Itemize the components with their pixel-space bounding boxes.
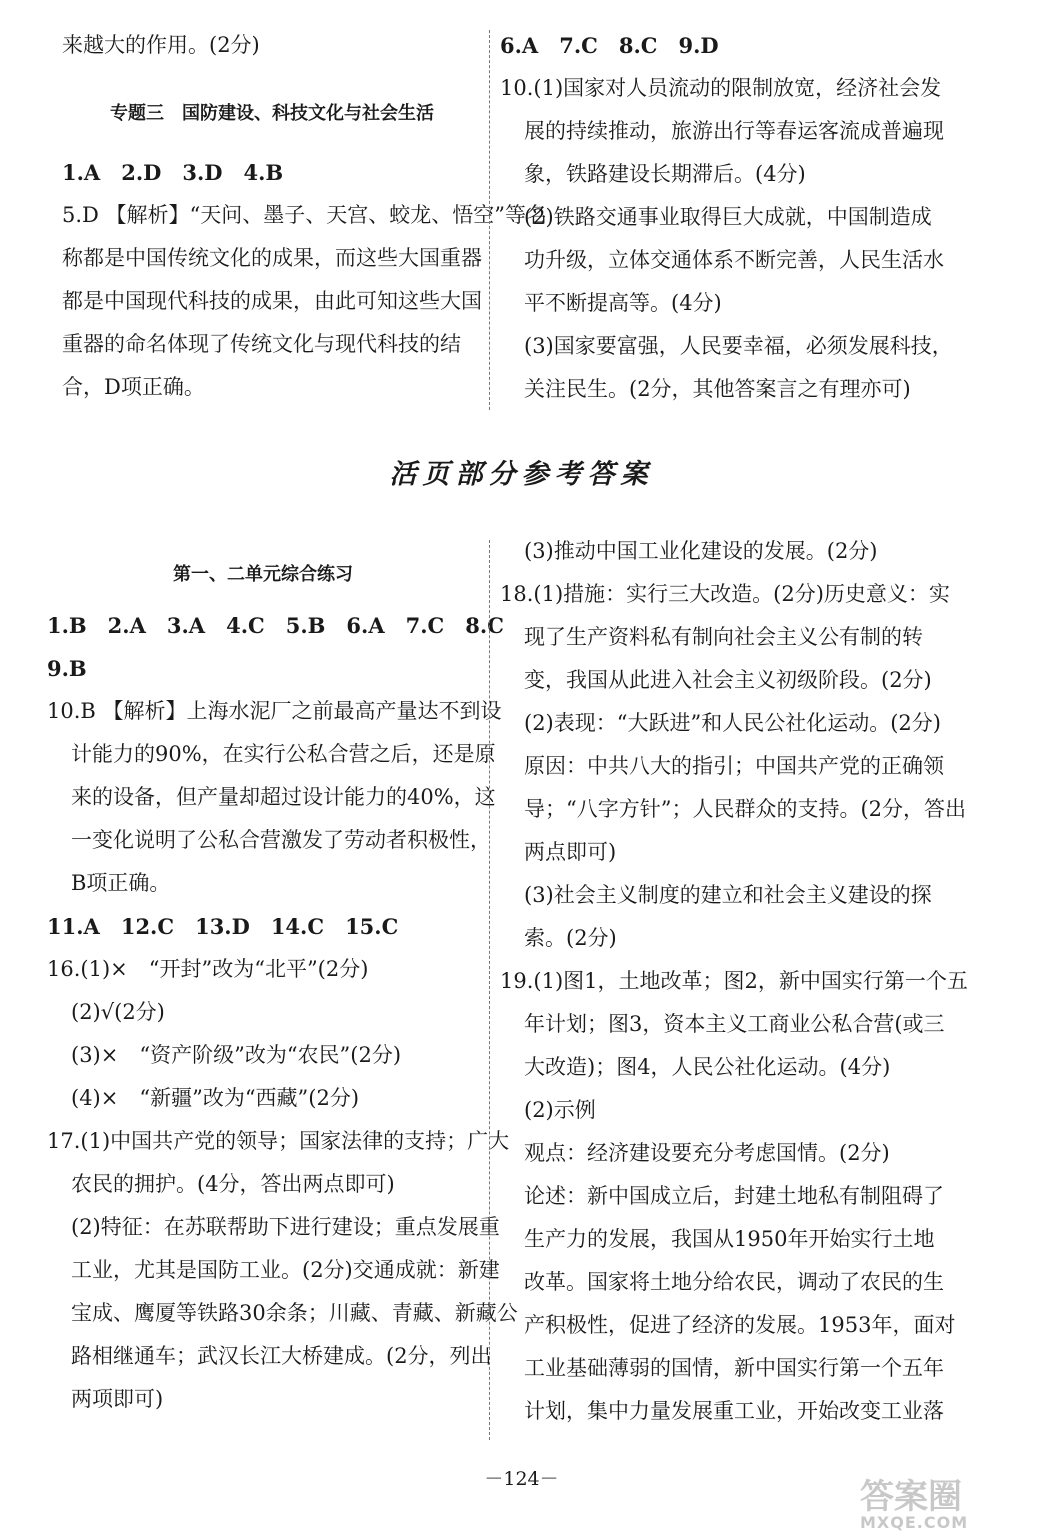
text-line: 5.D 【解析】“天问、墨子、天宫、蛟龙、悟空”等名 <box>62 203 548 227</box>
section-heading: 第一、二单元综合练习 <box>173 564 353 585</box>
text-line: 关注民生。(2分，其他答案言之有理亦可) <box>524 377 911 401</box>
watermark-logo <box>860 1477 1040 1532</box>
text-line: 10.B 【解析】上海水泥厂之前最高产量达不到设 <box>47 699 502 723</box>
text-line: (2)铁路交通事业取得巨大成就，中国制造成 <box>524 205 932 229</box>
text-line: (3)国家要富强，人民要幸福，必须发展科技， <box>524 334 953 358</box>
text-line: 称都是中国传统文化的成果，而这些大国重器 <box>62 246 482 270</box>
text-line: 工业，尤其是国防工业。(2分)交通成就：新建 <box>71 1258 500 1282</box>
watermark-sub: MXQE.COM <box>860 1513 969 1532</box>
text-line: 展的持续推动，旅游出行等春运客流成普遍现 <box>524 119 944 143</box>
text-line: 来的设备，但产量却超过设计能力的40%，这 <box>71 785 496 809</box>
column-divider <box>489 540 490 1440</box>
text-line: 观点：经济建设要充分考虑国情。(2分) <box>524 1141 890 1165</box>
text-line: 16.(1)× “开封”改为“北平”(2分) <box>47 957 369 981</box>
text-line: 计划，集中力量发展重工业，开始改变工业落 <box>524 1399 944 1423</box>
text-line: 农民的拥护。(4分，答出两点即可) <box>71 1172 395 1196</box>
text-line: 合，D项正确。 <box>62 375 205 399</box>
text-line: 象，铁路建设长期滞后。(4分) <box>524 162 806 186</box>
answer-line: 6.A 7.C 8.C 9.D <box>500 33 719 58</box>
text-line: 论述：新中国成立后，封建土地私有制阻碍了 <box>524 1184 944 1208</box>
text-line: (2)示例 <box>524 1098 596 1122</box>
text-line: 现了生产资料私有制向社会主义公有制的转 <box>524 625 923 649</box>
page-number: －124－ <box>484 1468 559 1490</box>
text-line: (2)特征：在苏联帮助下进行建设；重点发展重 <box>71 1215 500 1239</box>
text-line: 宝成、鹰厦等铁路30余条；川藏、青藏、新藏公 <box>71 1301 518 1325</box>
top-left-column <box>62 24 548 409</box>
text-line: 改革。国家将土地分给农民，调动了农民的生 <box>524 1270 944 1294</box>
answer-line: 9.B <box>47 656 87 681</box>
text-line: 都是中国现代科技的成果，由此可知这些大国 <box>62 289 482 313</box>
text-line: (2)表现：“大跃进”和人民公社化运动。(2分) <box>524 711 941 735</box>
bottom-right-column <box>500 530 968 1433</box>
text-line: 变，我国从此进入社会主义初级阶段。(2分) <box>524 668 932 692</box>
answer-line: 1.A 2.D 3.D 4.B <box>62 160 284 185</box>
section-banner: 活页部分参考答案 <box>389 459 654 490</box>
text-line: 重器的命名体现了传统文化与现代科技的结 <box>62 332 461 356</box>
bottom-left-column <box>47 538 518 1421</box>
column-divider <box>489 30 490 410</box>
text-line: 生产力的发展，我国从1950年开始实行土地 <box>524 1227 935 1251</box>
text-line: (3)推动中国工业化建设的发展。(2分) <box>524 539 878 563</box>
text-line: 10.(1)国家对人员流动的限制放宽，经济社会发 <box>500 76 942 100</box>
text-line: 两项即可) <box>71 1387 164 1411</box>
section-heading: 专题三 国防建设、科技文化与社会生活 <box>110 103 434 124</box>
text-line: 一变化说明了公私合营激发了劳动者积极性， <box>71 828 491 852</box>
text-line: 索。(2分) <box>524 926 617 950</box>
text-line: 工业基础薄弱的国情，新中国实行第一个五年 <box>524 1356 944 1380</box>
top-right-column <box>500 24 953 411</box>
text-line: 导；“八字方针”；人民群众的支持。(2分，答出 <box>524 797 967 821</box>
text-line: (4)× “新疆”改为“西藏”(2分) <box>71 1086 360 1110</box>
text-line: (3)社会主义制度的建立和社会主义建设的探 <box>524 883 932 907</box>
text-line: 17.(1)中国共产党的领导；国家法律的支持；广大 <box>47 1129 510 1153</box>
text-line: 来越大的作用。(2分) <box>62 33 260 57</box>
text-line: 计能力的90%，在实行公私合营之后，还是原 <box>71 742 496 766</box>
text-line: 年计划；图3，资本主义工商业公私合营(或三 <box>524 1012 945 1036</box>
text-line: 产积极性，促进了经济的发展。1953年，面对 <box>524 1313 956 1337</box>
answer-line: 1.B 2.A 3.A 4.C 5.B 6.A 7.C 8.C <box>47 613 504 638</box>
text-line: 原因：中共八大的指引；中国共产党的正确领 <box>524 754 944 778</box>
answer-line: 11.A 12.C 13.D 14.C 15.C <box>47 914 399 939</box>
text-line: 18.(1)措施：实行三大改造。(2分)历史意义：实 <box>500 582 950 606</box>
text-line: 两点即可) <box>524 840 617 864</box>
text-line: (3)× “资产阶级”改为“农民”(2分) <box>71 1043 402 1067</box>
text-line: 19.(1)图1，土地改革；图2，新中国实行第一个五 <box>500 969 968 993</box>
text-line: 大改造)；图4，人民公社化运动。(4分) <box>524 1055 891 1079</box>
text-line: 功升级，立体交通体系不断完善，人民生活水 <box>524 248 944 272</box>
text-line: B项正确。 <box>71 871 171 895</box>
text-line: (2)√(2分) <box>71 1000 165 1024</box>
watermark-main: 答案圈 <box>860 1477 962 1517</box>
text-line: 路相继通车；武汉长江大桥建成。(2分，列出 <box>71 1344 492 1368</box>
text-line: 平不断提高等。(4分) <box>524 291 722 315</box>
